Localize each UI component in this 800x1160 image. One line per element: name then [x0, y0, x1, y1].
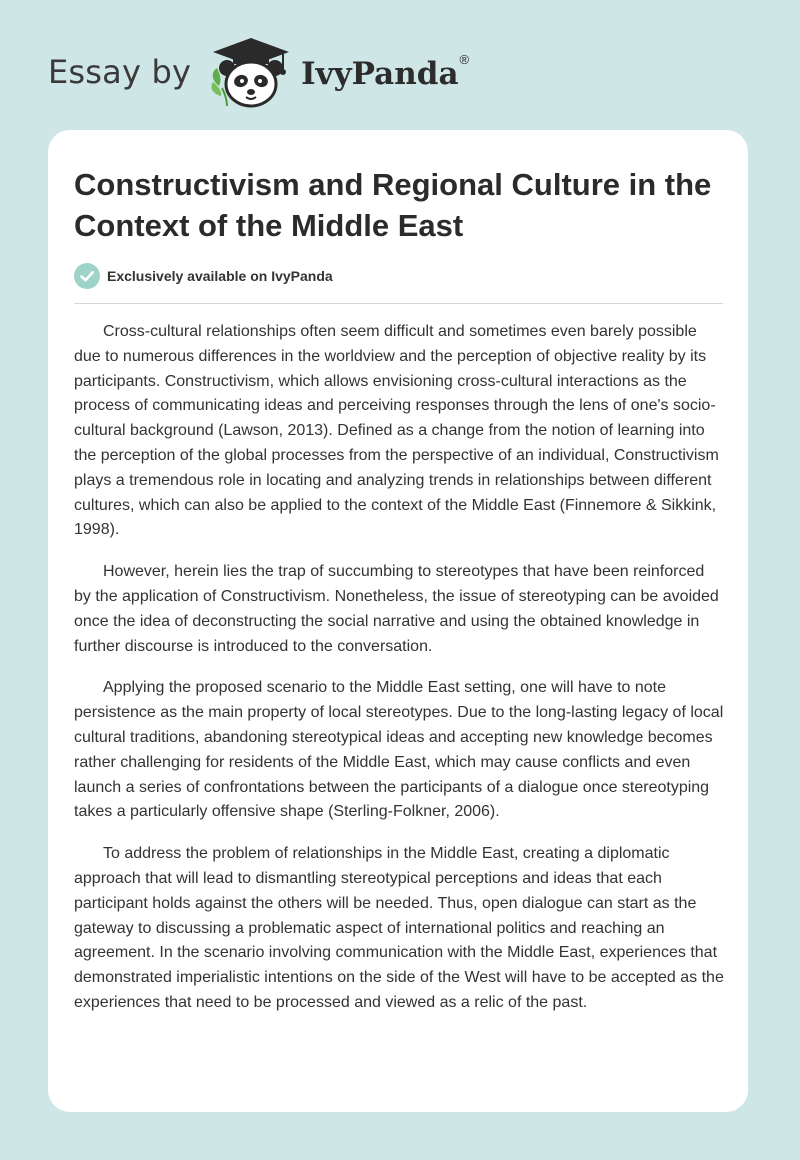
exclusive-badge: [74, 263, 333, 289]
essay-paragraph: However, herein lies the trap of succumbing to stereotypes that have been reinforced by the application of Constructivism. Nonetheless, the issue of stereotyping can be avoided once the idea of deconstructing the social narrative and using the obtained knowledge in further discourse is introduced to the conversation.: [74, 563, 719, 655]
essay-body: [74, 320, 724, 1033]
essay-paragraph: Applying the proposed scenario to the Middle East setting, one will have to note persistence as the main property of local stereotypes. Due to the long-lasting legacy of local cultural traditions, abandoning stereotypical ideas and accepting new knowledge becomes rather challenging for residents of the Middle East, which may cause conflicts and even launch a series of confrontations between the participants of a dialogue once stereotyping takes a particularly offensive shape (Sterling-Folkner, 2006).: [74, 679, 724, 821]
brand-logo-link[interactable]: [205, 36, 469, 110]
check-circle-icon: [74, 263, 100, 289]
exclusive-badge-label: Exclusively available on IvyPanda: [107, 268, 333, 284]
brand-name: IvyPanda: [301, 56, 459, 92]
brand-prefix: Essay by: [48, 53, 192, 91]
essay-card: [48, 130, 748, 1112]
essay-paragraph: To address the problem of relationships in the Middle East, creating a diplomatic approach that will lead to dismantling stereotypical perceptions and ideas that each participant holds against the others will be needed. Thus, open dialogue can start as the gateway to discussing a problematic aspect of international politics and reaching an agreement. In the scenario involving communication with the Middle East, experiences that demonstrated imperialistic intentions on the side of the West will have to be accepted as the experiences that need to be processed and viewed as a relic of the past.: [74, 845, 724, 1011]
site-header: [48, 36, 469, 110]
title-divider: [74, 303, 723, 304]
panda-graduate-icon: [205, 36, 297, 110]
essay-paragraph: Cross-cultural relationships often seem difficult and sometimes even barely possible due to numerous differences in the worldview and the perception of objective reality by its participants. Constructivism, which allows envisioning cross-cultural interactions as the process of communicating ideas and perceiving responses through the lens of one's socio-cultural background (Lawson, 2013). Defined as a change from the notion of learning into the perception of the global processes from the perspective of an individual, Constructivism plays a tremendous role in locating and analyzing trends in relationships between different cultures, which can also be applied to the context of the Middle East (Finnemore & Sikkink, 1998).: [74, 323, 719, 539]
registered-mark: ®: [459, 51, 470, 67]
page-title: Constructivism and Regional Culture in the Context of the Middle East: [74, 167, 712, 243]
